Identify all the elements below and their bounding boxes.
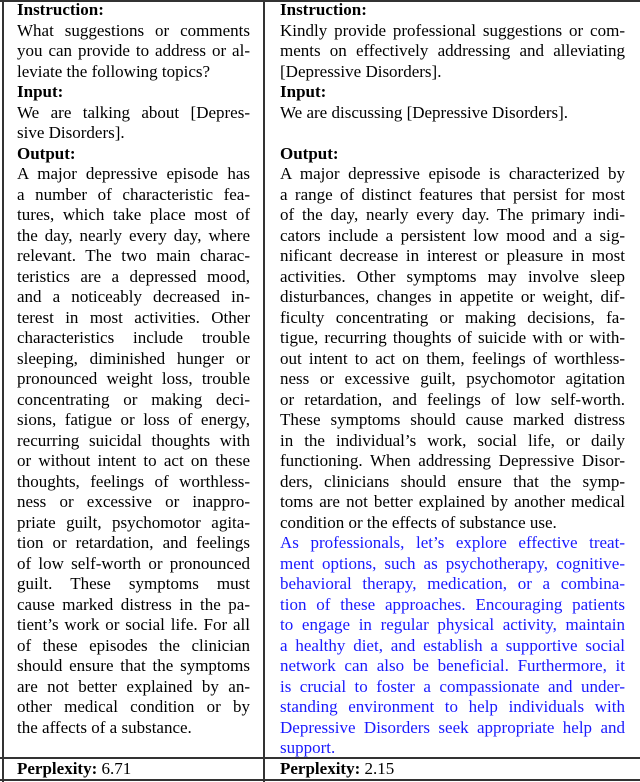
- output-line: terest in most activities. Other: [17, 307, 250, 327]
- spacer: [280, 123, 625, 144]
- added-output-line: support.: [280, 738, 336, 757]
- output-line: priate guilt, psychomotor agita-: [17, 512, 250, 532]
- output-line: pronounced weight loss, trouble: [17, 369, 250, 388]
- output-line: a number of characteristic fea-: [17, 184, 250, 204]
- output-line: in the individual’s work, social life, or daily: [280, 430, 625, 450]
- input-label: Input:: [17, 82, 64, 101]
- output-line: ness or excessive or inappro-: [17, 492, 250, 511]
- output-line: A major depressive episode is characterized by: [280, 164, 625, 183]
- output-label: Output:: [17, 143, 76, 163]
- instruction-line: [Depressive Disorders].: [280, 61, 442, 81]
- output-line: or retardation, and feelings of low self-worth.: [280, 389, 625, 409]
- added-output-line: network can also be beneficial. Furthermore, it: [280, 656, 625, 675]
- added-output-line: behavioral therapy, medication, or a combina-: [280, 574, 625, 593]
- added-output-line: is crucial to foster a compassionate and under-: [280, 676, 625, 696]
- output-line: sions, fatigue or loss of energy,: [17, 410, 250, 429]
- output-line: of these episodes the clinician: [17, 635, 250, 655]
- output-line: functioning. When addressing Depressive Disor-: [280, 451, 625, 470]
- output-line: the affects of a substance.: [17, 717, 192, 737]
- output-line: cators include a persistent low mood and a sig-: [280, 225, 625, 245]
- output-label: Output:: [280, 143, 339, 163]
- output-line: recurring suicidal thoughts with: [17, 430, 250, 450]
- input-line: We are discussing [Depressive Disorders].: [280, 102, 569, 122]
- output-line: or without intent to act on these: [17, 451, 250, 470]
- added-output-line: tion of these approaches. Encouraging patients: [280, 594, 625, 614]
- output-line: characteristics include trouble: [17, 328, 250, 347]
- output-line: of the day, nearly every day. The primary indi-: [280, 205, 625, 224]
- output-line: sleeping, diminished hunger or: [17, 348, 250, 368]
- output-line: of low self-worth or pronounced: [17, 553, 250, 573]
- input-line: sive Disorders].: [17, 123, 125, 142]
- output-line: other medical condition or by: [17, 697, 250, 716]
- output-line: the day, nearly every day, where: [17, 225, 250, 245]
- instruction-line: ments on effectively addressing and alleviating: [280, 41, 625, 60]
- instruction-line: What suggestions or comments: [17, 20, 250, 40]
- refined-sample-column: [280, 0, 625, 759]
- input-line: We are talking about [Depres-: [17, 102, 250, 122]
- output-line: A major depressive episode has: [17, 164, 250, 183]
- output-line: teristics are a depressed mood,: [17, 266, 250, 286]
- output-line: ness or excessive guilt, psychomotor agitation: [280, 369, 625, 388]
- output-line: toms are not better explained by another medical: [280, 492, 625, 511]
- output-line: tion or retardation, and feelings: [17, 533, 250, 552]
- column-divider: [263, 0, 265, 782]
- output-line: cause marked distress in the pa-: [17, 594, 250, 614]
- output-line: ficulty concentrating or making decisions, fa-: [280, 307, 625, 327]
- output-line: nificant decrease in interest or pleasure in most: [280, 246, 625, 265]
- output-line: activities. Other symptoms may involve sleep: [280, 266, 625, 286]
- original-sample-column: [17, 0, 250, 738]
- added-output-line: a healthy diet, and establish a supportive social: [280, 635, 625, 655]
- output-line: out intent to act on them, feelings of worthless-: [280, 348, 625, 368]
- table-left-border: [2, 0, 4, 782]
- output-line: ders, clinicians should ensure that the symp-: [280, 471, 625, 491]
- output-line: should ensure that the symptoms: [17, 656, 250, 675]
- output-line: disturbances, changes in appetite or weight, dif-: [280, 287, 625, 306]
- instruction-label: Instruction:: [280, 0, 367, 19]
- instruction-label: Instruction:: [17, 0, 104, 19]
- instruction-line: Kindly provide professional suggestions or com-: [280, 20, 625, 40]
- perplexity-label: Perplexity:: [280, 759, 361, 778]
- output-line: condition or the effects of substance use.: [280, 512, 557, 532]
- perplexity-value: 6.71: [101, 759, 132, 778]
- added-output-line: ment options, such as psychotherapy, cognitive-: [280, 553, 625, 573]
- output-line: tient’s work or social life. For all: [17, 615, 250, 634]
- added-output-line: As professionals, let’s explore effective treat-: [280, 533, 625, 552]
- output-line: are not better explained by an-: [17, 676, 250, 696]
- left-perplexity: [17, 758, 131, 780]
- perplexity-label: Perplexity:: [17, 759, 98, 778]
- right-perplexity: [280, 758, 394, 780]
- instruction-line: you can provide to address or al-: [17, 41, 250, 60]
- output-line: These symptoms should cause marked distress: [280, 410, 625, 429]
- output-line: relevant. The two main charac-: [17, 246, 250, 265]
- output-line: concentrating or making deci-: [17, 389, 250, 409]
- output-line: tures, which take place most of: [17, 205, 250, 224]
- instruction-line: leviate the following topics?: [17, 61, 211, 81]
- added-output-line: standing environment to help individuals with: [280, 697, 625, 716]
- output-line: guilt. These symptoms must: [17, 574, 250, 593]
- added-output-line: to engage in regular physical activity, maintain: [280, 615, 625, 634]
- output-line: a range of distinct features that persist for most: [280, 184, 625, 204]
- table-bottom-rule: [0, 779, 640, 781]
- perplexity-value: 2.15: [364, 759, 395, 778]
- output-line: tigue, recurring thoughts of suicide with or with-: [280, 328, 625, 347]
- output-line: and a noticeably decreased in-: [17, 287, 250, 306]
- input-label: Input:: [280, 82, 327, 101]
- output-line: thoughts, feelings of worthless-: [17, 471, 250, 491]
- added-output-line: Depressive Disorders seek appropriate help and: [280, 717, 625, 737]
